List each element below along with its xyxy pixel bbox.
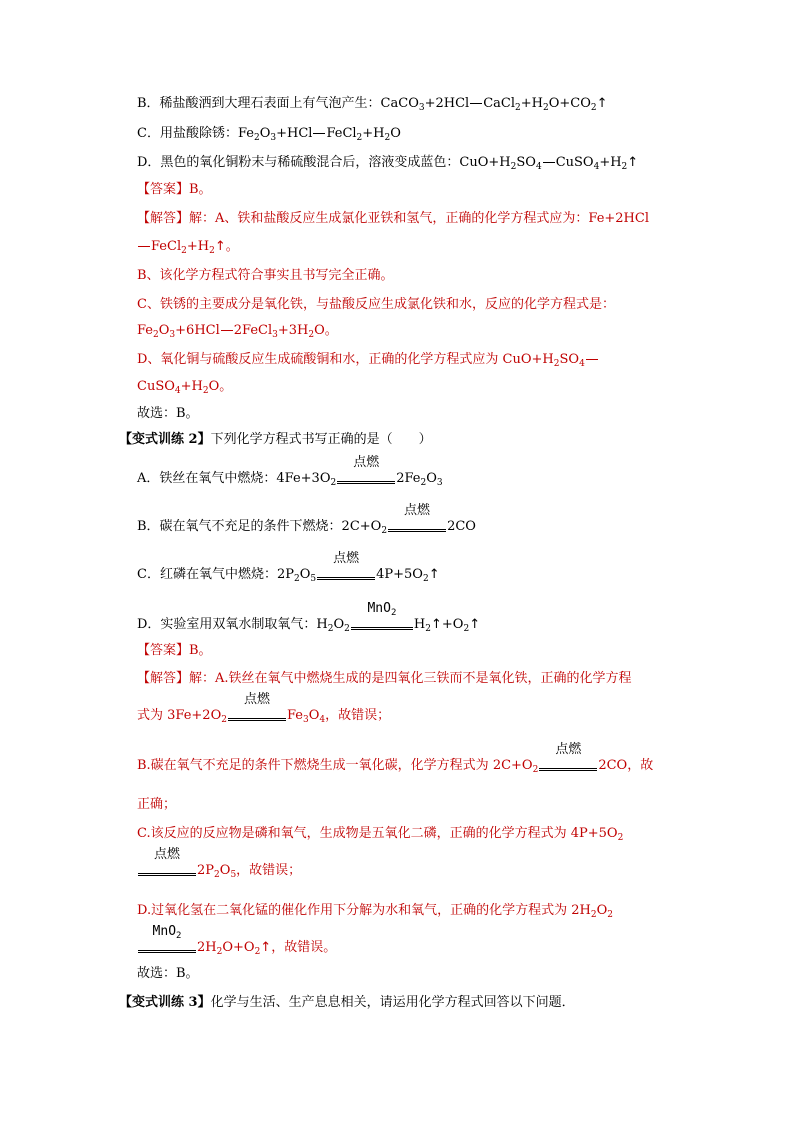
option-c: C．用盐酸除锈：$Fe_2O_3+HCl$ $FeCl_2+H_2O$ [137,126,401,143]
explanation-2-d: 正确； [137,797,177,812]
explanation-1-g: $CuSO_4+H_2O$。 [137,379,233,396]
option-b: B．稀盐酸洒到大理石表面上有气泡产生：CaCO$_3$+2HCl $CaCl_2+H_2O+CO_2↑$ [137,96,608,113]
question-3: 【变式训练 3】化学与生活、生产息息相关，请运用化学方程式回答以下问题． [119,995,575,1010]
q2-option-c: C．红磷在氧气中燃烧：$2P_2O_5$ 点燃 $4P+5O_2↑$ [137,551,440,584]
option-d: D．黑色的氧化铜粉末与稀硫酸混合后，溶液变成蓝色：$CuO+H_2SO_4$ $CuSO_4+H_2↑$ [137,155,639,172]
explanation-1-a: 【解答】解：A、铁和盐酸反应生成氯化亚铁和氢气，正确的化学方程式应为：Fe+2HCl [137,211,649,226]
explanation-1-e: $Fe_2O_3+6HCl$ $2FeCl_3+3H_2O$。 [137,323,338,340]
explanation-1-b: $FeCl_2+H_2↑$。 [137,238,239,256]
explanation-2-h: MnO$_2$ $2H_2O+O_2↑$，故错误。 [137,939,336,957]
condition-fire: 点燃 [404,503,431,518]
explanation-2-b: 式为 $3Fe+2O_2$ 点燃 $Fe_3O_4$，故错误； [137,692,391,725]
explanation-1-f: D、氧化铜与硫酸反应生成硫酸铜和水，正确的化学方程式应为 $CuO+H_2SO_4$ [137,351,599,369]
explanation-2-g: D.过氧化氢在二氧化锰的催化作用下分解为水和氧气，正确的化学方程式为 $2H_2O_2$ [137,903,613,920]
explanation-2-f: 点燃 $2P_2O_5$，故错误； [137,862,301,880]
condition-fire: 点燃 [333,551,360,566]
q2-option-a: A．铁丝在氧气中燃烧：$4Fe+3O_2$ 点燃 $2Fe_2O_3$ [137,455,443,488]
choose-2: 故选：B。 [137,966,199,981]
q2-option-d: D．实验室用双氧水制取氧气：$H_2O_2$ MnO$_2$ $H_2↑+O_2↑$ [137,601,481,634]
explanation-1-d: C、铁锈的主要成分是氧化铁，与盐酸反应生成氯化铁和水，反应的化学方程式是： [137,297,615,312]
choose-1: 故选：B。 [137,406,199,421]
answer-2: 【答案】B。 [137,643,212,658]
explanation-2-e: C.该反应的反应物是磷和氧气，生成物是五氧化二磷，正确的化学方程式为 $4P+5O_2$ [137,826,624,843]
explanation-1-c: B、该化学方程式符合事实且书写完全正确。 [137,268,394,283]
explanation-2-a: 【解答】解：A.铁丝在氧气中燃烧生成的是四氧化三铁而不是氧化铁，正确的化学方程 [137,671,632,686]
explanation-2-c: B.碳在氧气不充足的条件下燃烧生成一氧化碳，化学方程式为 $2C+O_2$ 点燃 2CO，故 [137,742,654,775]
q2-option-b: B．碳在氧气不充足的条件下燃烧：$2C+O_2$ 点燃 2CO [137,503,476,536]
answer-1: 【答案】B。 [137,182,212,197]
question-2: 【变式训练 2】下列化学方程式书写正确的是（ ） [119,432,432,447]
condition-fire: 点燃 [353,455,380,470]
